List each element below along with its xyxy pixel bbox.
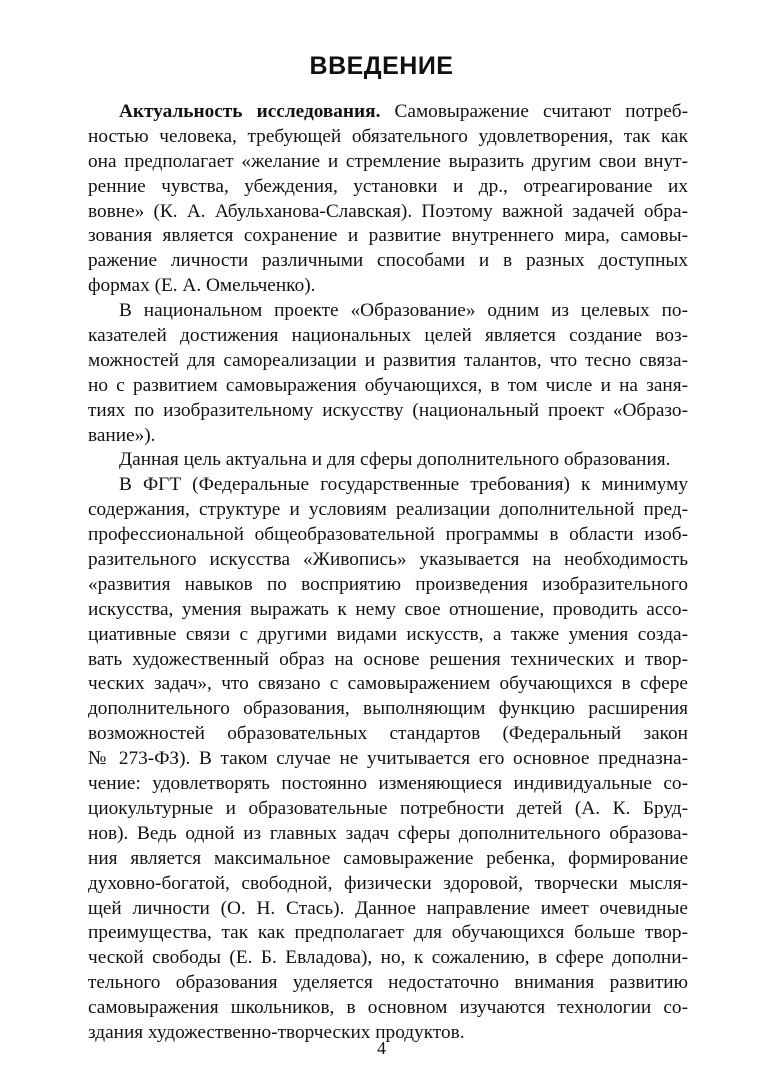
text-line: № 273-ФЗ). В таком случае не учитывается его основное предназна- [88,748,688,770]
text-line: циативные связи с другими видами искусств, а также умения созда- [88,623,688,645]
text-line: искусства, умения выражать к нему свое отношение, проводить ассо- [88,598,688,620]
text-line: возможностей образовательных стандартов (Федеральный закон [88,723,688,745]
text-line: формах (Е. А. Омельченко). [88,275,316,297]
text-line: она предполагает «желание и стремление выразить другим свои внут- [88,150,688,172]
page-number: 4 [377,1038,386,1058]
text-line: но с развитием самовыражения обучающихся, в том числе и на заня- [88,374,688,396]
text-line: духовно-богатой, свободной, физически здоровой, творчески мысля- [88,872,688,894]
text-line: Данная цель актуальна и для сферы дополнительного образования. [119,449,671,471]
body-text [88,100,688,1046]
paragraph-fgt [88,473,688,1045]
text-line: вовне» (К. А. Абульханова-Славская). Поэтому важной задачей обра- [88,200,688,222]
text-line: В национальном проекте «Образование» одним из целевых по- [119,300,688,322]
paragraph-relevance [88,100,688,299]
text-line: ренние чувства, убеждения, установки и др., отреагирование их [88,175,688,197]
text-line: ческой свободы (Е. Б. Евладова), но, к сожалению, в сфере дополни- [88,947,688,969]
text-line: циокультурные и образовательные потребности детей (А. К. Бруд- [88,797,688,819]
text-line: дополнительного образования, выполняющим функцию расширения [88,698,688,720]
text-line: нов). Ведь одной из главных задач сферы дополнительного образова- [88,822,688,844]
text-line: можностей для самореализации и развития талантов, что тесно связа- [88,349,688,371]
text-line: ческих задач», что связано с самовыражением обучающихся в сфере [88,673,688,695]
text-line: тиях по изобразительному искусству (национальный проект «Образо- [88,399,688,421]
text-line: вание»). [88,424,156,446]
text-line: казателей достижения национальных целей является создание воз- [88,325,688,347]
text-line: самовыражения школьников, в основном изучаются технологии со- [88,997,688,1019]
lead-heading: Актуальность исследования. [119,101,381,122]
text-line: содержания, структуре и условиям реализации дополнительной пред- [88,499,688,521]
text-line: В ФГТ (Федеральные государственные требования) к минимуму [119,474,688,496]
text-line: здания художественно-творческих продуктов. [88,1021,465,1043]
text-line: ностью человека, требующей обязательного удовлетворения, так как [88,125,688,147]
text-line: профессиональной общеобразовательной программы в области изоб- [88,524,688,546]
text-span: Самовыражение считают потреб- [380,101,688,122]
paragraph-national-project [88,299,688,448]
paragraph-goal [88,448,688,473]
text-line: щей личности (О. Н. Стась). Данное направление имеет очевидные [88,897,688,919]
text-line: чение: удовлетворять постоянно изменяющиеся индивидуальные со- [88,773,688,795]
text-line: преимущества, так как предполагает для обучающихся больше твор- [88,922,688,944]
text-line [88,100,688,125]
text-line: разительного искусства «Живопись» указывается на необходимость [88,549,688,571]
page-title: ВВЕДЕНИЕ [309,52,454,80]
text-line: ния является максимальное самовыражение ребенка, формирование [88,847,688,869]
text-line: тельного образования уделяется недостаточно внимания развитию [88,972,688,994]
text-line: «развития навыков по восприятию произведения изобразительного [88,573,688,595]
text-line: ражение личности различными способами и в разных доступных [88,250,688,272]
text-line: вать художественный образ на основе решения технических и твор- [88,648,688,670]
text-line: зования является сохранение и развитие внутреннего мира, самовы- [88,225,688,247]
